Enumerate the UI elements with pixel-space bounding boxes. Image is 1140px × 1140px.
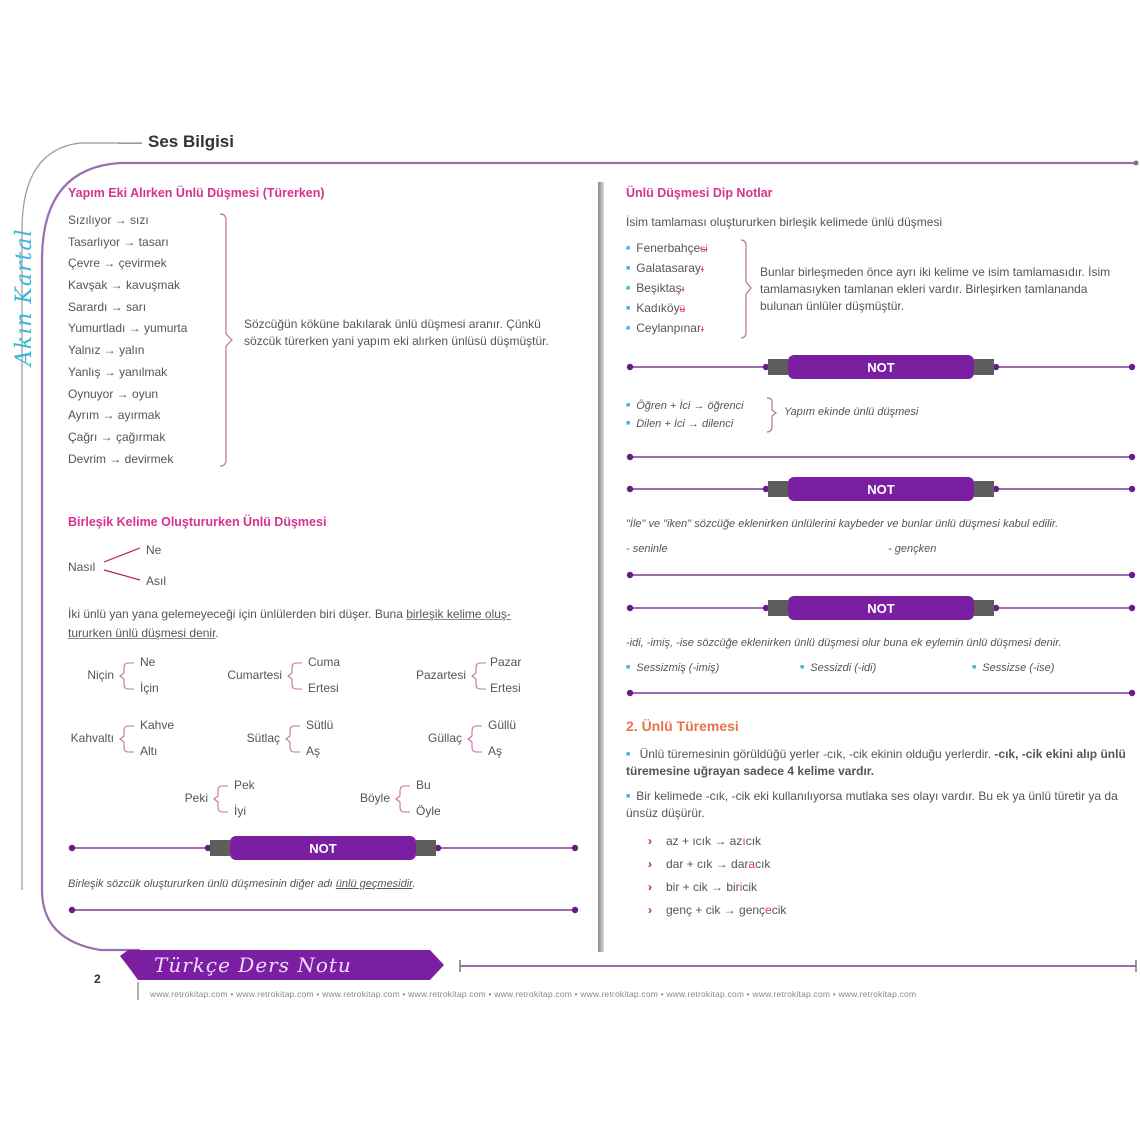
line-end-dot — [1129, 572, 1135, 578]
split-brace — [396, 786, 410, 812]
cik-example: › az + ıcık → azıcık — [648, 834, 762, 848]
derivation-item: Çağrı → çağırmak — [68, 429, 166, 444]
line-end-dot — [1129, 364, 1135, 370]
split-brace — [120, 663, 134, 689]
cik-example-list — [648, 830, 786, 922]
line-end-dot — [627, 605, 633, 611]
not-label: NOT — [867, 601, 895, 616]
note3-example: ■ Sessizmiş (-imiş) — [626, 662, 719, 674]
line-end-dot — [572, 907, 578, 913]
compound-part: Pek — [234, 778, 255, 792]
derivation-item: Çevre → çevirmek — [68, 256, 167, 271]
ribbon-tab — [210, 840, 230, 856]
line-end-dot — [627, 690, 633, 696]
dropped-vowel-mark: si — [700, 244, 708, 255]
section-title-dip-notlar: Ünlü Düşmesi Dip Notlar — [626, 186, 773, 200]
example-part: Ne — [146, 543, 162, 557]
compound-name-item: ■ Kadıköyü — [626, 300, 708, 320]
compound-part: Ertesi — [490, 681, 521, 695]
note1-brace-note: Yapım ekinde ünlü düşmesi — [784, 406, 919, 418]
not-label: NOT — [309, 841, 337, 856]
page-title: Ses Bilgisi — [148, 132, 234, 151]
chevron-right-icon: › — [648, 834, 652, 848]
ribbon-tab — [974, 481, 994, 497]
compound-word: Peki — [184, 791, 208, 805]
note2-example: - seninle — [626, 543, 668, 555]
cik-example: › genç + cik → gençecik — [648, 903, 787, 917]
example-part: Asıl — [146, 574, 167, 588]
note1-items: ■ Öğren + İci → öğrenci ■ Dilen + İci → dilenci — [626, 397, 744, 433]
derivation-item: Devrim → devirmek — [68, 451, 174, 466]
line-end-dot — [627, 454, 633, 460]
compound-name-item: ■ Beşiktaşı — [626, 280, 708, 300]
dropped-vowel-mark: ü — [679, 304, 686, 315]
derivation-note: Sözcüğün köküne bakılarak ünlü düşmesi aranır. Çünkü sözcük türerken yani yapım eki alırken ünlüsü düşmüştür. — [244, 317, 549, 348]
footer-banner: Türkçe Ders Notu — [154, 953, 352, 977]
derivation-item: Oynuyor → oyun — [68, 386, 159, 401]
line-end-dot — [572, 845, 578, 851]
chevron-right-icon: › — [648, 903, 652, 917]
turemesi-bullet-2: ■ Bir kelimede -cık, -cik eki kullanılıyorsa mutlaka ses olayı vardır. Bu ek ya ünlü türetir ya da ünsüz düşürür. — [626, 788, 1138, 822]
derivation-word-list — [68, 212, 187, 472]
compound-part: Öyle — [416, 804, 441, 818]
derivation-item: Ayrım → ayırmak — [68, 408, 161, 423]
compound-part: Ne — [140, 655, 156, 669]
note3-text: -idi, -imiş, -ise sözcüğe eklenirken ünlü düşmesi olur buna ek eylemin ünlü düşmesi denir. — [626, 637, 1062, 649]
dropped-vowel-mark: ı — [700, 324, 704, 335]
section-title-birlesik: Birleşik Kelime Oluştururken Ünlü Düşmesi — [68, 515, 327, 529]
page-number: 2 — [94, 972, 101, 986]
chevron-right-icon: › — [648, 880, 652, 894]
split-brace — [472, 663, 486, 689]
compound-part: Sütlü — [306, 718, 334, 732]
note3-example: ■ Sessizse (-ise) — [972, 662, 1054, 674]
derivation-item: Yanlış → yanılmak — [68, 364, 168, 379]
line-end-dot — [1129, 690, 1135, 696]
compound-name-list — [626, 240, 708, 340]
compound-part: Kahve — [140, 718, 175, 732]
line-end-dot — [1129, 486, 1135, 492]
footer-url-strip: www.retrokitap.com • www.retrokitap.com • www.retrokitap.com • www.retrokitap.com • www.retrokitap.com • www.retrokitap.com • www.retrokitap.com • www.retrokitap.com • www.retrokitap.com — [150, 989, 917, 999]
compound-part: Altı — [140, 744, 158, 758]
chevron-right-icon: › — [648, 857, 652, 871]
section-title-yapim-eki: Yapım Eki Alırken Ünlü Düşmesi (Türerken) — [68, 186, 325, 200]
derivation-item: Kavşak → kavuşmak — [68, 278, 181, 293]
compound-word: Pazartesi — [415, 668, 466, 682]
compound-part: Aş — [488, 744, 503, 758]
compound-part: İyi — [234, 804, 246, 818]
cik-example: › bir + cik → biricik — [648, 880, 758, 894]
section-title-unlu-turemesi: 2. Ünlü Türemesi — [626, 718, 739, 734]
compound-part: Aş — [306, 744, 321, 758]
line-end-dot — [69, 907, 75, 913]
compound-word: Güllaç — [427, 731, 462, 745]
compound-part: Ertesi — [308, 681, 339, 695]
compound-name-item: ■ Galatasarayı — [626, 260, 708, 280]
ribbon-tab — [416, 840, 436, 856]
author-signature: Akın Kartal — [12, 228, 37, 366]
line-end-dot — [627, 486, 633, 492]
compound-word: Kahvaltı — [70, 731, 114, 745]
note2-example: - gençken — [888, 543, 937, 555]
note-text-left: Birleşik sözcük oluştururken ünlü düşmesinin diğer adı ünlü geçmesidir. — [68, 878, 416, 890]
ribbon-tab — [768, 359, 788, 375]
split-brace — [214, 786, 228, 812]
line-end-dot — [627, 364, 633, 370]
compound-word: Cumartesi — [227, 668, 282, 682]
compound-part: Güllü — [488, 718, 517, 732]
line-end-dot — [1129, 605, 1135, 611]
derivation-item: Tasarlıyor → tasarı — [68, 234, 169, 249]
ribbon-tab — [768, 481, 788, 497]
ribbon-tab — [768, 600, 788, 616]
note3-example: ■ Sessizdi (-idi) — [800, 662, 876, 674]
example-word: Nasıl — [68, 560, 96, 574]
split-brace — [286, 726, 300, 752]
compound-part: İçin — [140, 681, 159, 695]
column-divider — [598, 182, 604, 952]
compound-part: Cuma — [308, 655, 341, 669]
compound-word: Niçin — [87, 668, 114, 682]
note2-text: "İle" ve "iken" sözcüğe eklenirken ünlülerini kaybeder ve bunlar ünlü düşmesi kabul edilir. — [626, 518, 1059, 530]
compound-word: Böyle — [359, 791, 390, 805]
compound-paragraph: İki ünlü yan yana gelemeyeceği için ünlülerden biri düşer. Buna birleşik kelime oluş- tururken ünlü düşmesi denir. — [68, 607, 511, 640]
derivation-item: Sarardı → sarı — [68, 299, 147, 314]
split-brace — [120, 726, 134, 752]
not-label: NOT — [867, 360, 895, 375]
derivation-item: Sızılıyor → sızı — [68, 213, 149, 227]
dropped-vowel-mark: ı — [681, 284, 685, 295]
compound-word: Sütlaç — [246, 731, 280, 745]
compound-part: Pazar — [490, 655, 522, 669]
dip-notlar-intro: İsim tamlaması oluştururken birleşik kelimede ünlü düşmesi — [626, 215, 943, 229]
ribbon-tab — [974, 600, 994, 616]
cik-example: › dar + cık → daracık — [648, 857, 771, 871]
line-end-dot — [69, 845, 75, 851]
not-label: NOT — [867, 482, 895, 497]
line-end-dot — [1129, 454, 1135, 460]
header-line — [118, 143, 142, 144]
dropped-vowel-mark: ı — [700, 264, 704, 275]
split-brace — [468, 726, 482, 752]
ribbon-tab — [974, 359, 994, 375]
compound-name-item: ■ Ceylanpınarı — [626, 320, 708, 340]
compound-name-item: ■ Fenerbahçesi — [626, 240, 708, 260]
dip-notlar-note: Bunlar birleşmeden önce ayrı iki kelime ve isim tamlamasıdır. İsim tamlamasıyken tamlanan ekleri vardır. Birleşirken tamlananda bulunan ünlüler düşmüştür. — [760, 265, 1111, 313]
split-brace — [288, 663, 302, 689]
derivation-item: Yalnız → yalın — [68, 343, 145, 358]
line-end-dot — [627, 572, 633, 578]
turemesi-bullet-1: ■ Ünlü türemesinin görüldüğü yerler -cık, -cik ekinin olduğu yerlerdir. -cık, -cik ekini alıp ünlü türemesine uğrayan sadece 4 kelime vardır. — [626, 746, 1138, 780]
compound-part: Bu — [416, 778, 431, 792]
derivation-item: Yumurtladı → yumurta — [68, 321, 188, 336]
